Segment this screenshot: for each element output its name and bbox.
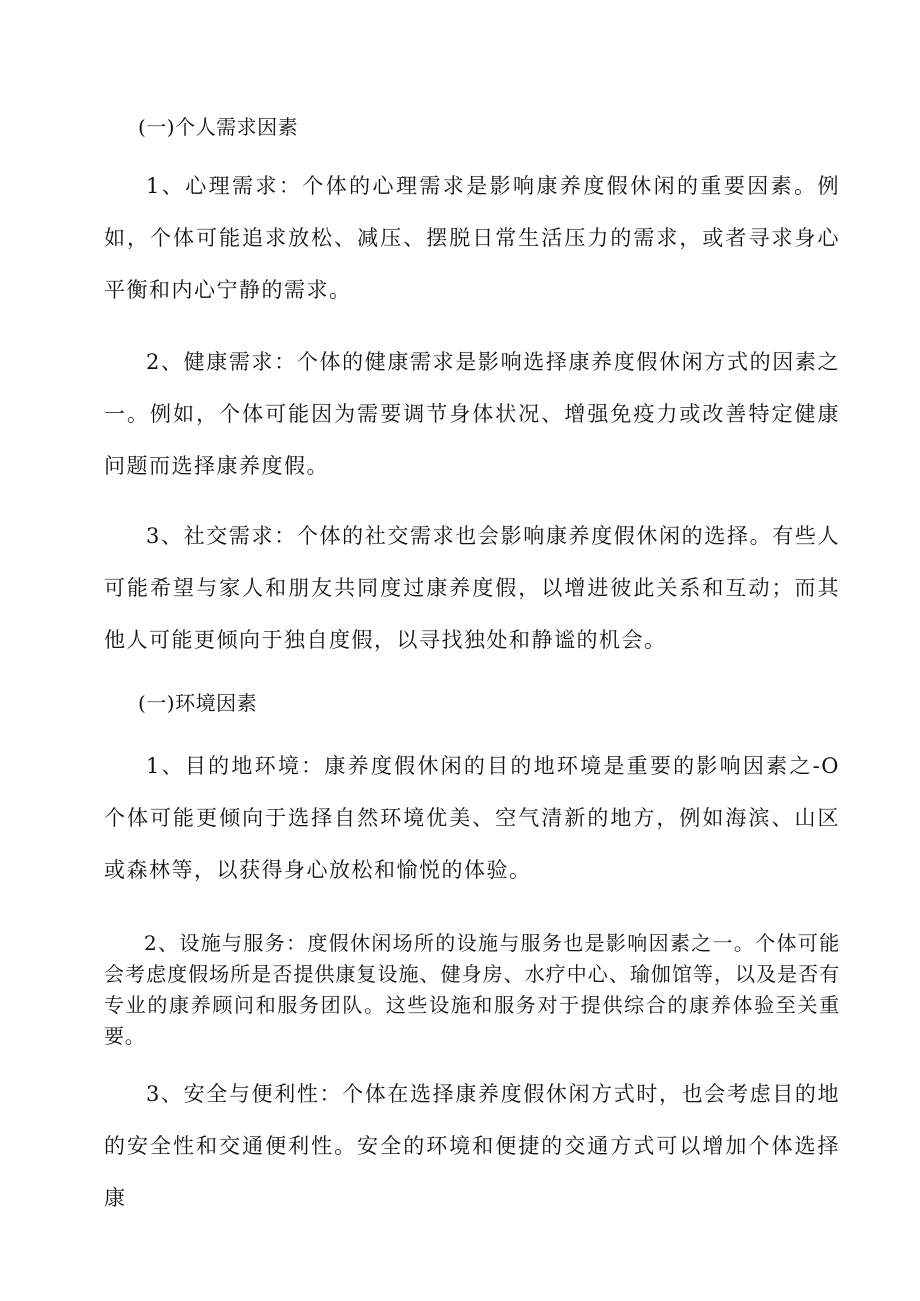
paragraph-safety-convenience: 3、安全与便利性：个体在选择康养度假休闲方式时，也会考虑目的地的安全性和交通便利性。安全的环境和便捷的交通方式可以增加个体选择康	[104, 1082, 840, 1210]
section-heading-personal-needs: (一)个人需求因素	[138, 115, 299, 139]
paragraph-social-needs: 3、社交需求：个体的社交需求也会影响康养度假休闲的选择。有些人可能希望与家人和朋友共同度过康养度假，以增进彼此关系和互动；而其他人可能更倾向于独自度假，以寻找独处和静谧的机会。	[104, 524, 840, 652]
paragraph-psychological-needs: 1、心理需求：个体的心理需求是影响康养度假休闲的重要因素。例如，个体可能追求放松、减压、摆脱日常生活压力的需求，或者寻求身心平衡和内心宁静的需求。	[104, 174, 840, 302]
paragraph-destination-environment: 1、目的地环境：康养度假休闲的目的地环境是重要的影响因素之-O个体可能更倾向于选择自然环境优美、空气清新的地方，例如海滨、山区或森林等，以获得身心放松和愉悦的体验。	[104, 754, 840, 882]
paragraph-health-needs: 2、健康需求：个体的健康需求是影响选择康养度假休闲方式的因素之一。例如，个体可能因为需要调节身体状况、增强免疫力或改善特定健康问题而选择康养度假。	[104, 350, 840, 478]
section-heading-environment: (一)环境因素	[138, 691, 258, 715]
paragraph-facilities-services: 2、设施与服务：度假休闲场所的设施与服务也是影响因素之一。个体可能会考虑度假场所是否提供康复设施、健身房、水疗中心、瑜伽馆等，以及是否有专业的康养顾问和服务团队。这些设施和服务对于提供综合的康养体验至关重要。	[104, 931, 840, 1048]
